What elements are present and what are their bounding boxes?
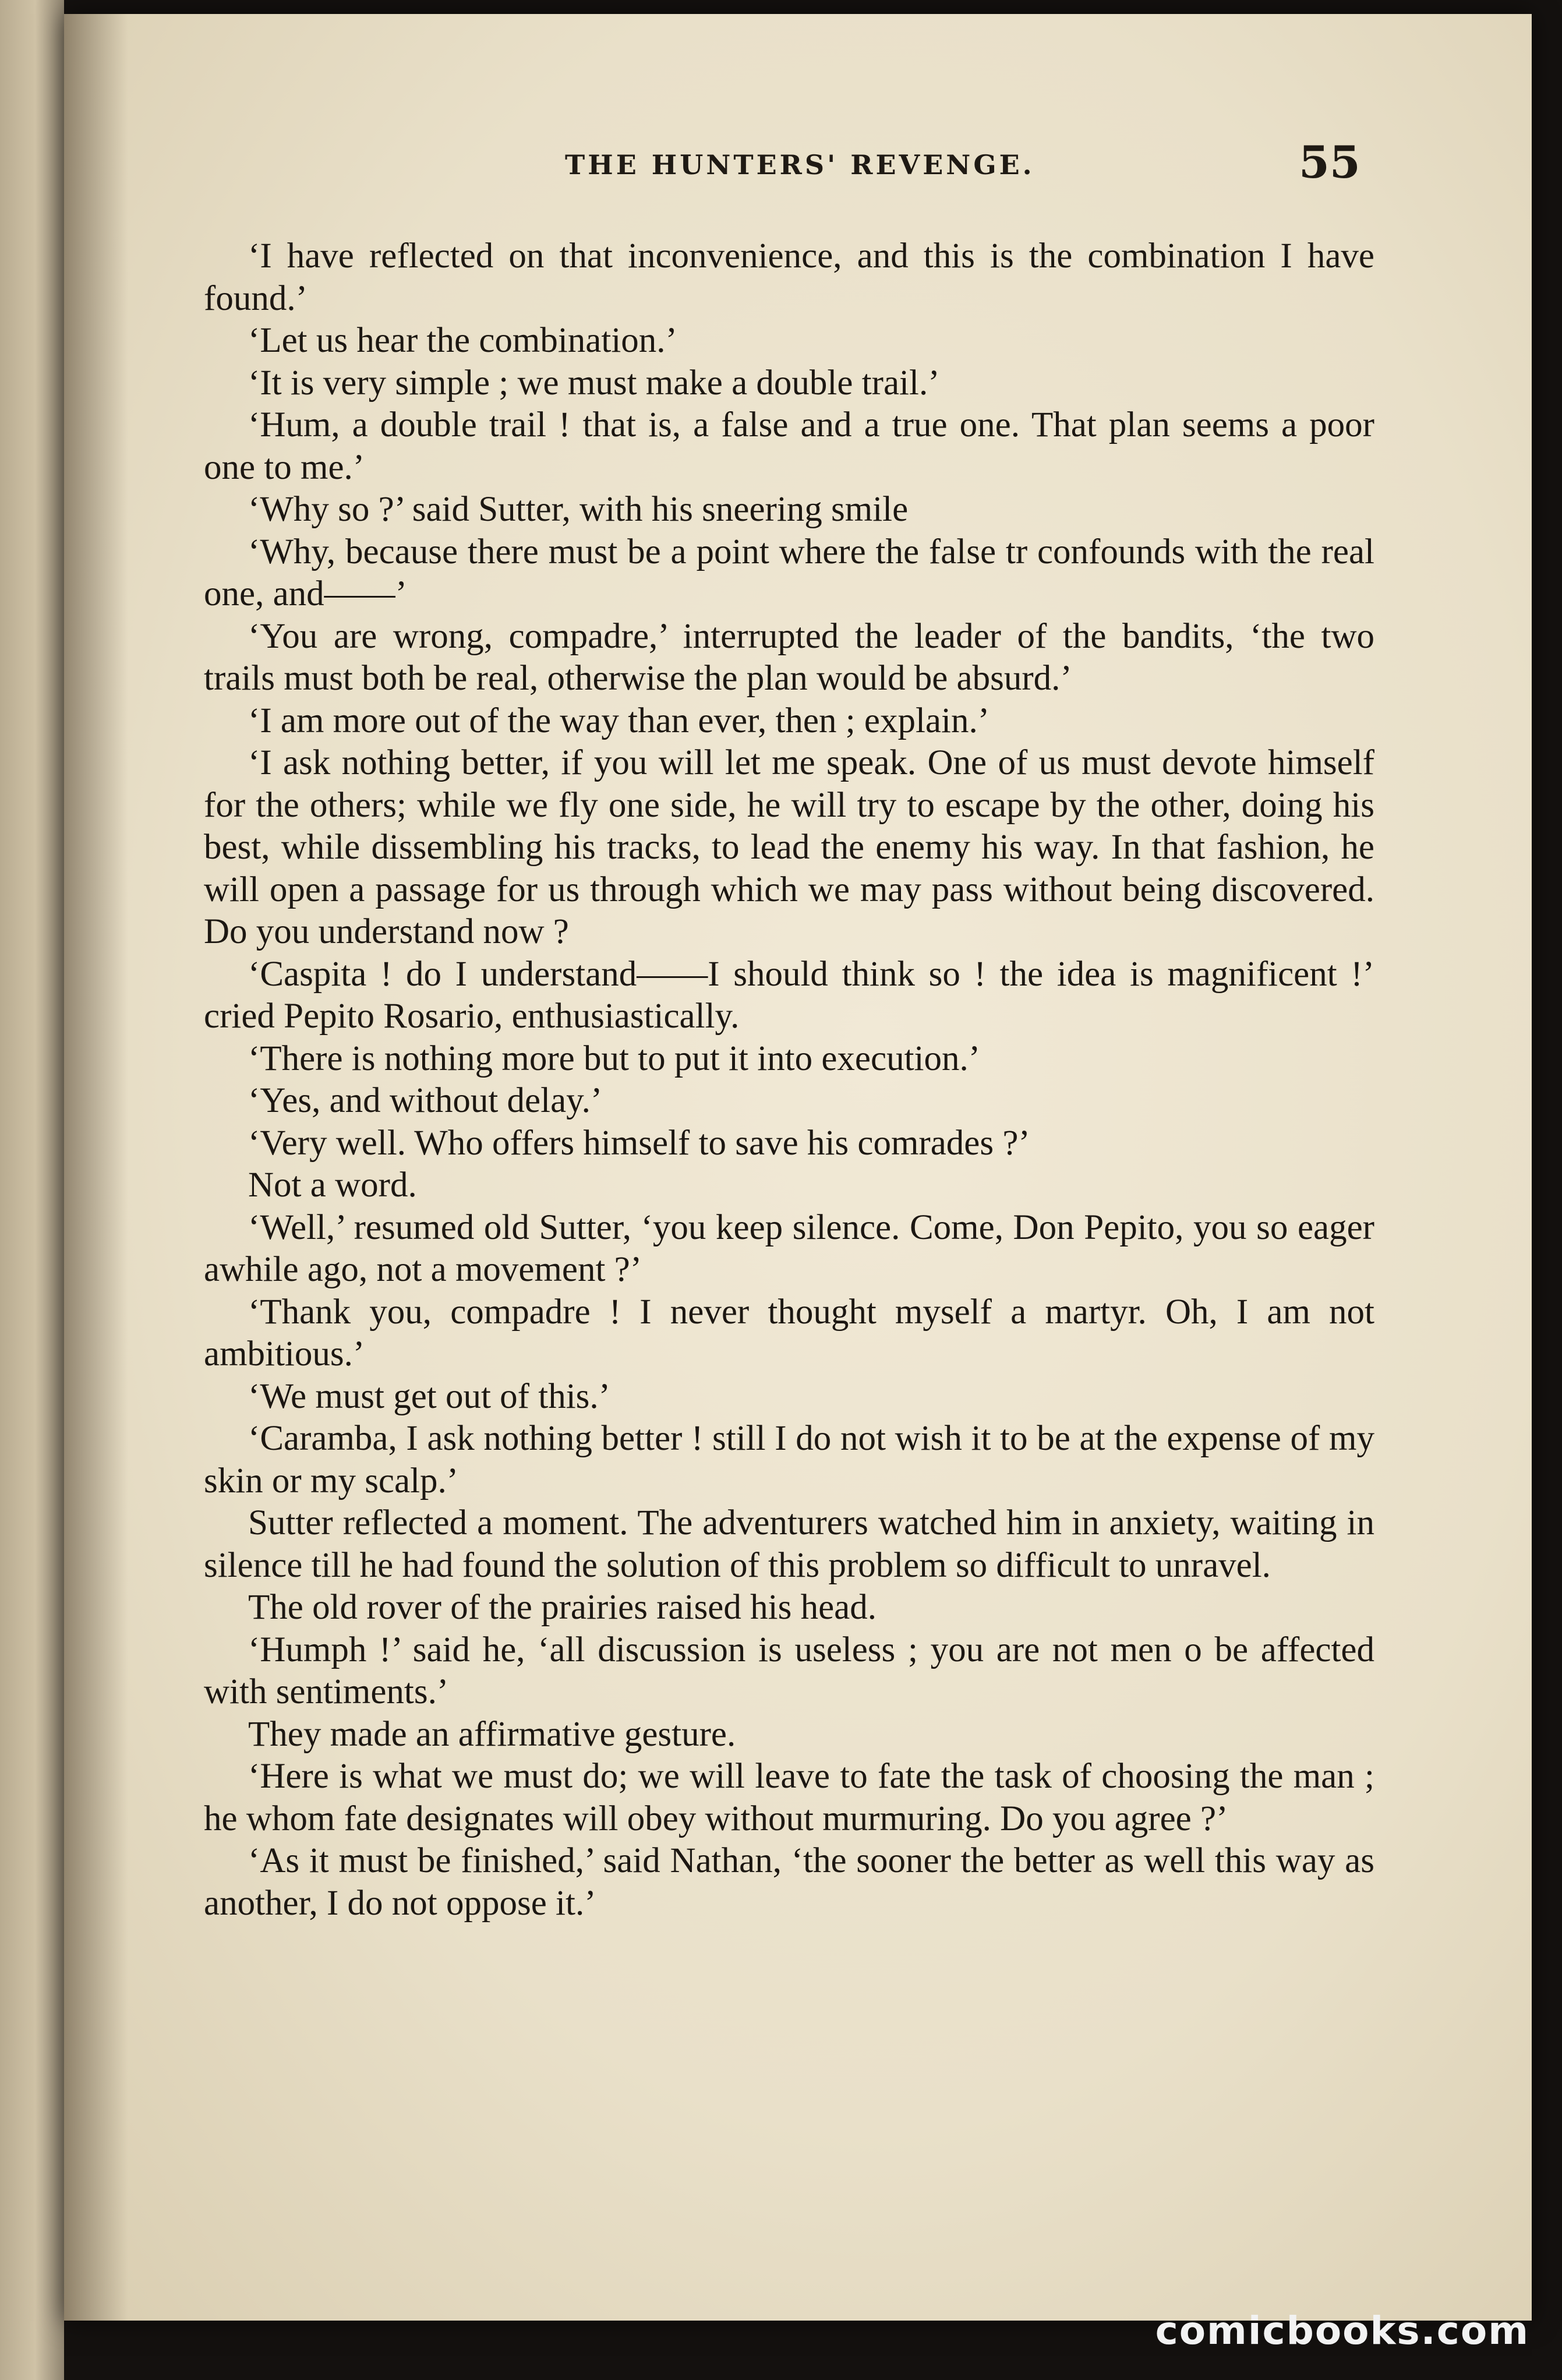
paragraph: ‘Here is what we must do; we will leave to fate the task of choosing the man ; he whom fate designates will obey without murmuring. Do you agree ?’ bbox=[204, 1757, 1374, 1838]
running-head: THE HUNTERS' REVENGE. bbox=[565, 149, 1035, 181]
paragraph: ‘Let us hear the combination.’ bbox=[248, 321, 677, 360]
paragraph: ‘I have reflected on that inconvenience, and this is the combination I have found.’ bbox=[204, 236, 1374, 318]
watermark-logo: comicbooks.com bbox=[1155, 2308, 1529, 2353]
paragraph: ‘Caspita ! do I understand——I should think so ! the idea is magnificent !’ cried Pepito Rosario, enthusiastically. bbox=[204, 954, 1374, 1036]
paragraph: They made an affirmative gesture. bbox=[248, 1714, 736, 1754]
paragraph: ‘Hum, a double trail ! that is, a false and a true one. That plan seems a poor one to me.’ bbox=[204, 405, 1374, 487]
paragraph: ‘It is very simple ; we must make a double trail.’ bbox=[248, 363, 940, 402]
paragraph: ‘Thank you, compadre ! I never thought myself a martyr. Oh, I am not ambitious.’ bbox=[204, 1292, 1374, 1373]
body-text bbox=[204, 235, 1374, 1925]
paragraph: Not a word. bbox=[248, 1166, 417, 1205]
paragraph: ‘I am more out of the way than ever, then ; explain.’ bbox=[248, 701, 990, 740]
paragraph: ‘Very well. Who offers himself to save his comrades ?’ bbox=[248, 1123, 1030, 1163]
paragraph: ‘Humph !’ said he, ‘all discussion is useless ; you are not men o be affected with sentiments.’ bbox=[204, 1630, 1374, 1711]
paragraph: ‘Why, because there must be a point where the false tr confounds with the real one, and——’ bbox=[204, 532, 1374, 613]
paragraph: ‘Yes, and without delay.’ bbox=[248, 1081, 603, 1120]
paragraph: ‘Caramba, I ask nothing better ! still I do not wish it to be at the expense of my skin or my scalp.’ bbox=[204, 1419, 1374, 1500]
paragraph: The old rover of the prairies raised his head. bbox=[248, 1588, 877, 1627]
paragraph: ‘I ask nothing better, if you will let me speak. One of us must devote himself for the others; while we fly one side, he will try to escape by the other, doing his best, while dissembling his tracks, to lead the enemy his way. In that fashion, he will open a passage for us through which we may pass without being discovered. Do you understand now ? bbox=[204, 743, 1374, 951]
page-number: 55 bbox=[1299, 136, 1360, 188]
paragraph: ‘As it must be finished,’ said Nathan, ‘the sooner the better as well this way as another, I do not oppose it.’ bbox=[204, 1841, 1374, 1923]
paragraph: ‘There is nothing more but to put it into execution.’ bbox=[248, 1039, 981, 1078]
facing-page-edge bbox=[0, 0, 64, 2380]
page-header bbox=[64, 136, 1532, 200]
paragraph: ‘We must get out of this.’ bbox=[248, 1376, 610, 1416]
paragraph: ‘Well,’ resumed old Sutter, ‘you keep silence. Come, Don Pepito, you so eager awhile ago, not a movement ?’ bbox=[204, 1207, 1374, 1289]
paragraph: Sutter reflected a moment. The adventurers watched him in anxiety, waiting in silence till he had found the solution of this problem so difficult to unravel. bbox=[204, 1503, 1374, 1585]
paragraph: ‘Why so ?’ said Sutter, with his sneering smile bbox=[248, 490, 909, 529]
paragraph: ‘You are wrong, compadre,’ interrupted the leader of the bandits, ‘the two trails must both be real, otherwise the plan would be absurd.’ bbox=[204, 616, 1374, 698]
gutter-shadow bbox=[64, 14, 128, 2321]
book-page bbox=[64, 14, 1532, 2321]
